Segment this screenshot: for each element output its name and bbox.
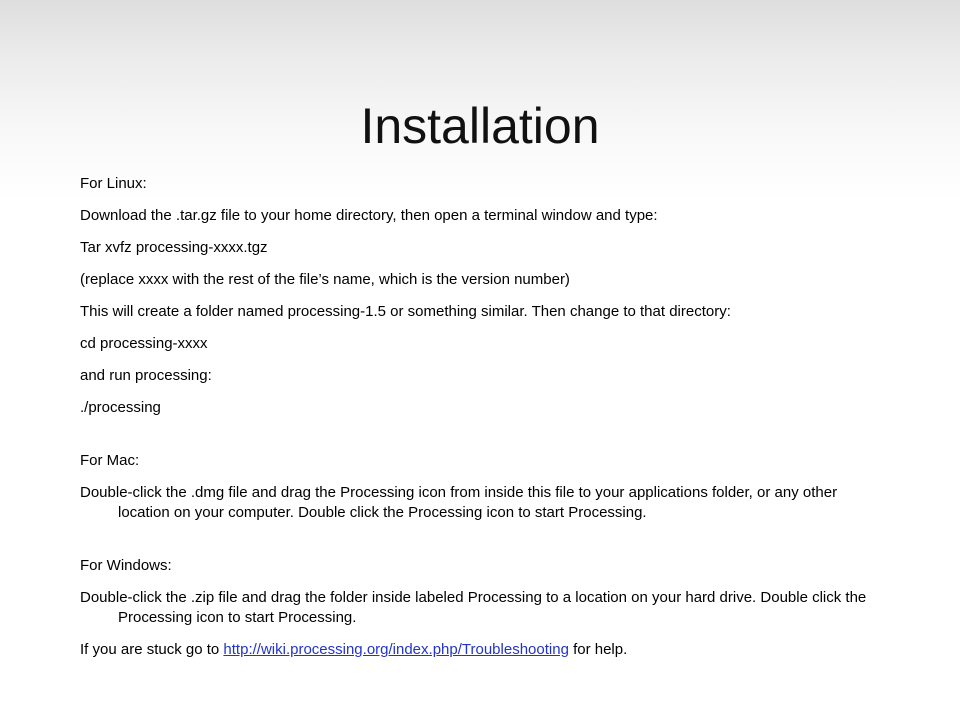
linux-line-replace-note: (replace xxxx with the rest of the file’s name, which is the version number)	[80, 271, 570, 288]
troubleshooting-link-tail[interactable]: Troubleshooting	[461, 641, 569, 658]
section-spacer	[80, 535, 880, 556]
linux-line-tar-command: Tar xvfz processing-xxxx.tgz	[80, 239, 268, 256]
windows-instructions: Double-click the .zip file and drag the folder inside labeled Processing to a location on your hard drive. Double click the Processing icon to start Processing.	[80, 589, 867, 626]
troubleshooting-link-url[interactable]: http://wiki.processing.org/index.php/	[223, 641, 462, 658]
linux-line-create-folder: This will create a folder named processing-1.5 or something similar. Then change to that directory:	[80, 303, 731, 320]
slide-title: Installation	[360, 98, 600, 154]
linux-line-run-note: and run processing:	[80, 367, 212, 384]
troubleshooting-link[interactable]	[223, 641, 568, 658]
section-spacer	[80, 430, 880, 451]
mac-instructions: Double-click the .dmg file and drag the Processing icon from inside this file to your applications folder, or any other location on your computer. Double click the Processing icon to start Processing.	[80, 484, 838, 521]
linux-line-cd-command: cd processing-xxxx	[80, 335, 208, 352]
slide-body	[80, 174, 880, 672]
mac-heading: For Mac:	[80, 452, 140, 469]
windows-heading: For Windows:	[80, 557, 172, 574]
help-suffix: for help.	[568, 641, 628, 658]
linux-line-run-command: ./processing	[80, 399, 161, 416]
linux-heading: For Linux:	[80, 175, 147, 192]
linux-line-download: Download the .tar.gz file to your home directory, then open a terminal window and type:	[80, 207, 658, 224]
help-line	[80, 640, 880, 660]
help-prefix: If you are stuck go to	[80, 641, 224, 658]
